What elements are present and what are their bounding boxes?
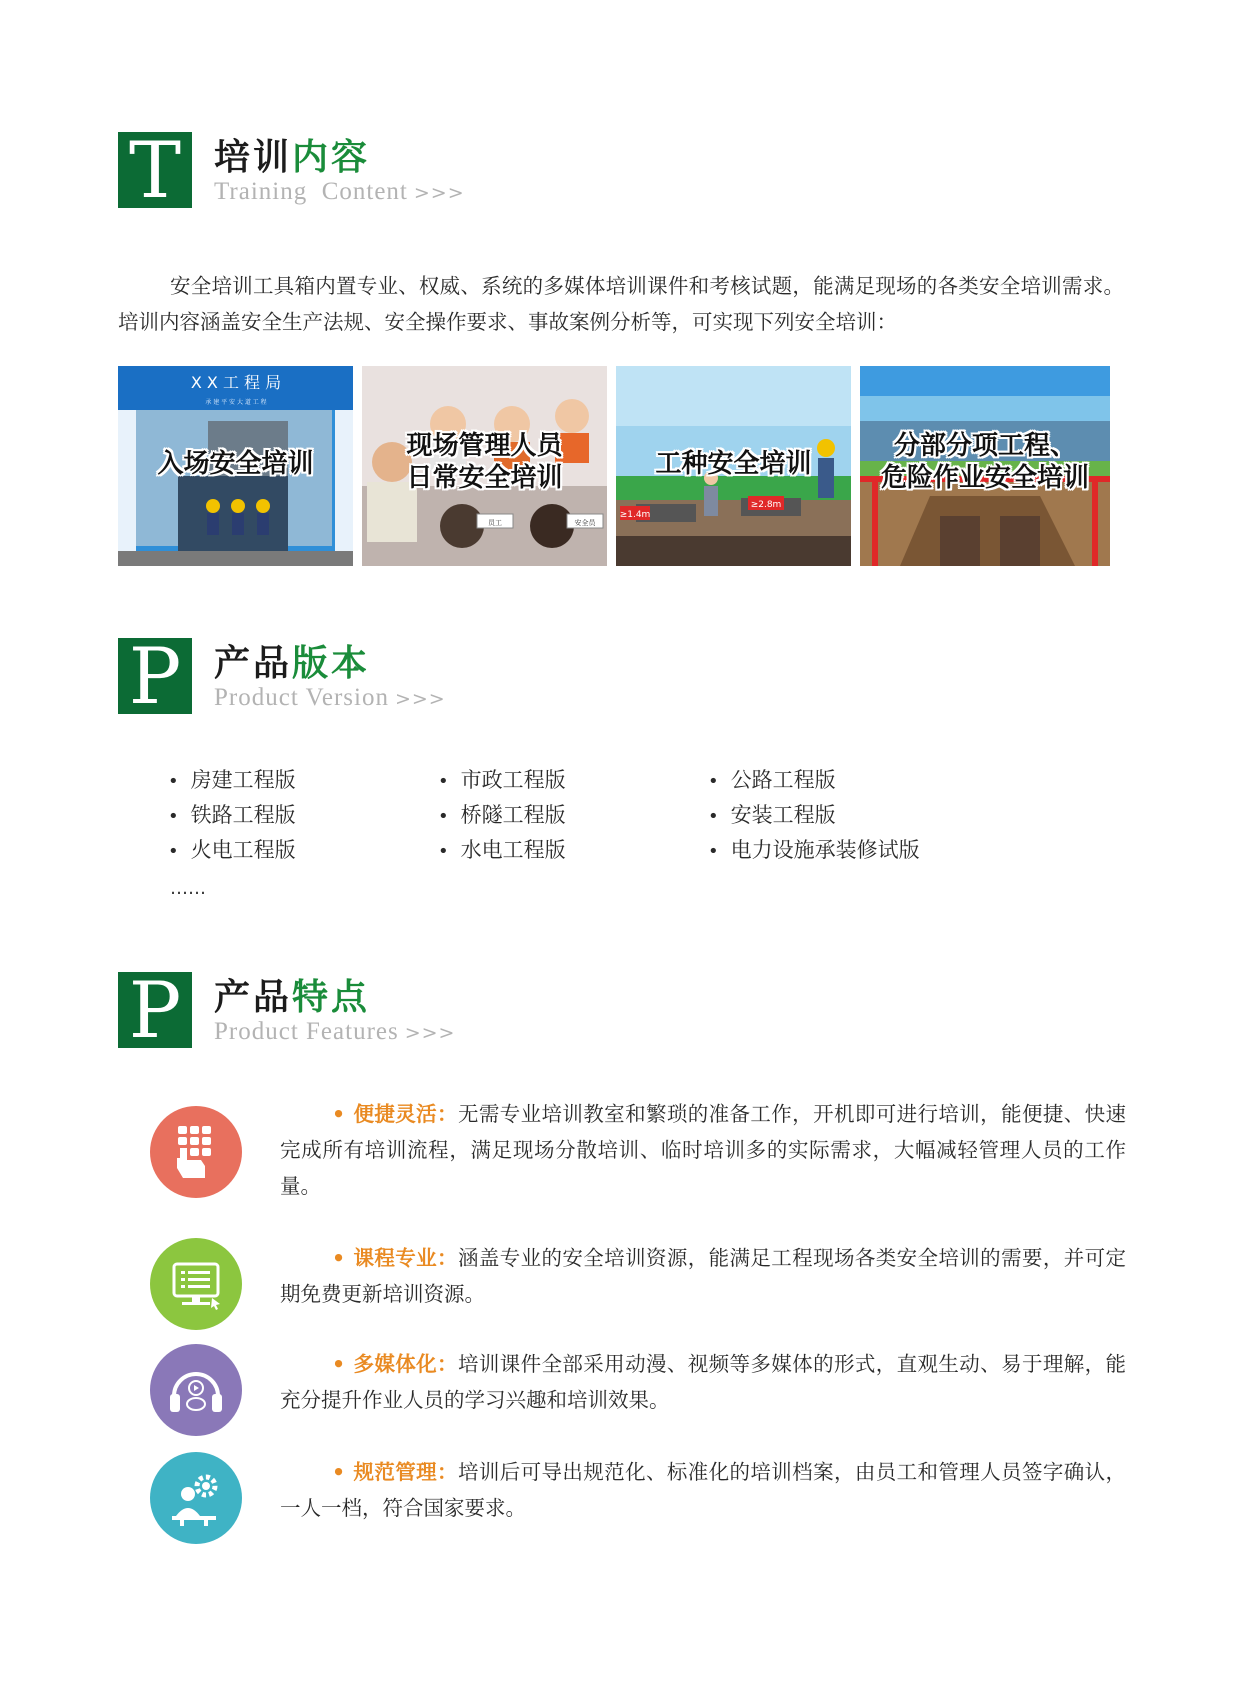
computer-monitor-icon (150, 1238, 242, 1330)
version-item: • 铁路工程版 (168, 799, 296, 829)
section-header-training (118, 126, 618, 216)
section-subtitle-text: Product Version (214, 684, 389, 711)
feature-text (280, 1240, 1126, 1312)
photo-trade-training (616, 366, 851, 566)
feature-text (280, 1454, 1126, 1526)
section-subtitle (214, 684, 446, 712)
section-header-features (118, 966, 618, 1056)
section-subtitle-text: Training Content (214, 178, 408, 205)
version-more-ellipsis: …… (170, 878, 206, 899)
bullet-dot: • (332, 1246, 346, 1270)
section-title (214, 969, 370, 1020)
version-item: • 市政工程版 (438, 764, 566, 794)
distance-label-1: ≥1.4m (619, 510, 651, 520)
section-header-version (118, 632, 618, 722)
feature-item (150, 1096, 1126, 1226)
photo-entry-training (118, 366, 353, 566)
section-subtitle (214, 178, 465, 206)
feature-text (280, 1096, 1126, 1204)
feature-description: 培训课件全部采用动漫、视频等多媒体的形式，直观生动、易于理解，能充分提升作业人员的学习兴趣和培训效果。 (280, 1352, 1127, 1412)
bullet-dot: • (332, 1102, 346, 1126)
feature-title (332, 1460, 458, 1484)
photo-caption: 入场安全培训 (157, 449, 314, 479)
photo-hazard-training (860, 366, 1110, 566)
feature-description: 涵盖专业的安全培训资源，能满足工程现场各类安全培训的需要，并可定期免费更新培训资源。 (280, 1246, 1127, 1306)
feature-description: 无需专业培训教室和繁琐的准备工作，开机即可进行培训，能便捷、快速完成所有培训流程，满足现场分散培训、临时培训多的实际需求，大幅减轻管理人员的工作量。 (280, 1102, 1127, 1198)
feature-description: 培训后可导出规范化、标准化的培训档案，由员工和管理人员签字确认，一人一档，符合国家要求。 (280, 1460, 1127, 1520)
feature-item (150, 1452, 1126, 1552)
section-letter-badge: T (118, 132, 192, 208)
desk-tag-safety: 安全员 (574, 519, 596, 527)
section-letter-badge: P (118, 638, 192, 714)
version-item: • 公路工程版 (708, 764, 836, 794)
version-item: • 火电工程版 (168, 834, 296, 864)
manager-gear-icon (150, 1452, 242, 1544)
gate-sign-subtext: 承 建 平 安 大 道 工 程 (205, 399, 267, 406)
photo-caption-line-1: 现场管理人员 (406, 431, 563, 461)
gate-sign-text: X X 工 程 局 (190, 373, 282, 392)
bullet-dot: • (332, 1460, 346, 1484)
feature-title-text: 规范管理： (353, 1460, 458, 1484)
section-title-part-a: 培训 (214, 137, 293, 178)
photo-manager-training (362, 366, 607, 566)
section-title-part-b: 特点 (292, 977, 371, 1018)
feature-title-text: 课程专业： (353, 1246, 458, 1270)
photo-caption-line-2: 日常安全培训 (406, 463, 563, 493)
version-item: • 电力设施承装修试版 (708, 834, 920, 864)
version-item: • 房建工程版 (168, 764, 296, 794)
distance-label-2: ≥2.8m (750, 500, 782, 510)
arrows-icon: >>> (413, 182, 465, 204)
bullet-dot: • (332, 1352, 346, 1376)
training-photo-strip (118, 366, 1126, 566)
desk-tag-staff: 员工 (488, 519, 502, 527)
section-title (214, 129, 370, 180)
section-title-part-a: 产品 (214, 977, 293, 1018)
section-title (214, 635, 370, 686)
feature-item (150, 1344, 1126, 1444)
section-title-part-a: 产品 (214, 643, 293, 684)
feature-item (150, 1238, 1126, 1338)
feature-title (332, 1102, 458, 1126)
feature-title (332, 1246, 458, 1270)
feature-title (332, 1352, 458, 1376)
version-item: • 桥隧工程版 (438, 799, 566, 829)
intro-paragraph: 安全培训工具箱内置专业、权威、系统的多媒体培训课件和考核试题，能满足现场的各类安全培训需求。培训内容涵盖安全生产法规、安全操作要求、事故案例分析等，可实现下列安全培训： (118, 274, 1124, 334)
section-title-part-b: 版本 (292, 643, 371, 684)
feature-text (280, 1346, 1126, 1418)
section-subtitle (214, 1018, 455, 1046)
version-item: • 水电工程版 (438, 834, 566, 864)
section-title-part-b: 内容 (292, 137, 371, 178)
keypad-hand-icon (150, 1106, 242, 1198)
arrows-icon: >>> (404, 1022, 456, 1044)
arrows-icon: >>> (394, 688, 446, 710)
photo-caption-line-1: 分部分项工程、 (893, 431, 1076, 461)
section-letter-badge: P (118, 972, 192, 1048)
section-subtitle-text: Product Features (214, 1018, 399, 1045)
feature-title-text: 多媒体化： (353, 1352, 458, 1376)
version-item: • 安装工程版 (708, 799, 836, 829)
photo-caption: 工种安全培训 (655, 449, 812, 479)
photo-caption-line-2: 危险作业安全培训 (880, 463, 1089, 493)
feature-title-text: 便捷灵活： (353, 1102, 458, 1126)
headphones-icon (150, 1344, 242, 1436)
